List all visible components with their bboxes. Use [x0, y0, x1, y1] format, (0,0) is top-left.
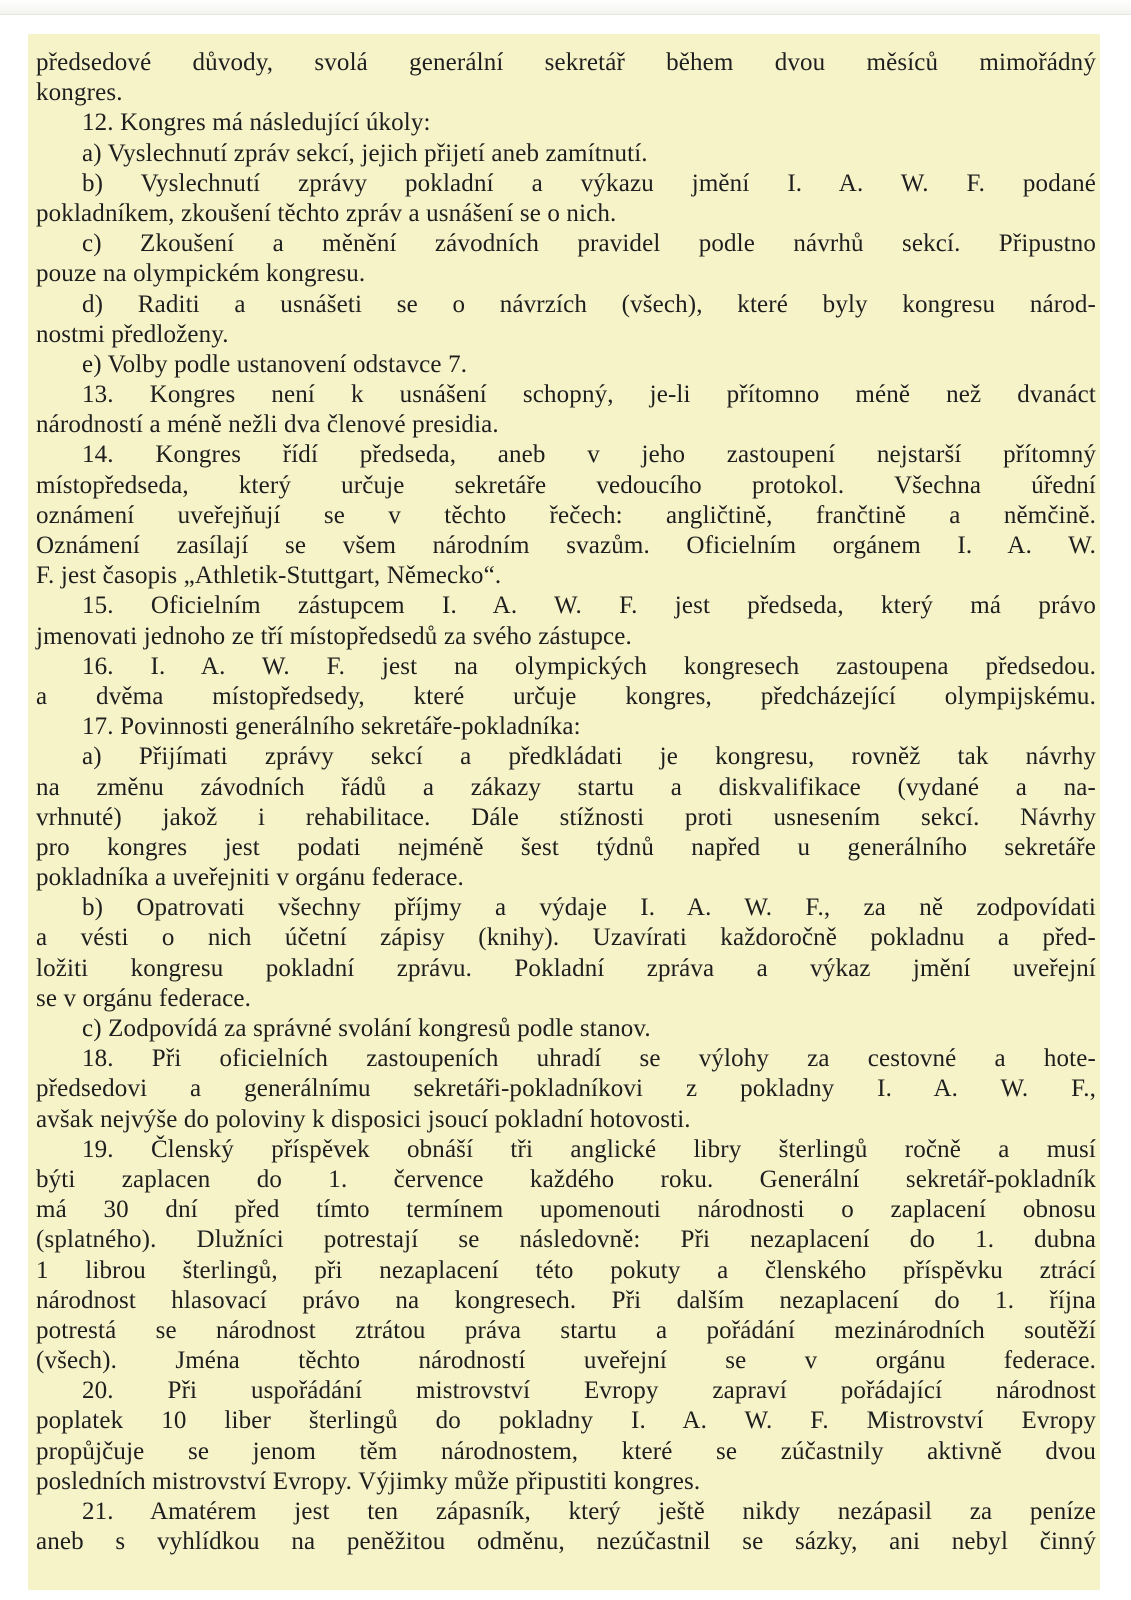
- section-heading-12: 12. Kongres má následující úkoly:: [82, 109, 431, 137]
- text-line: posledních mistrovství Evropy. Výjimky může připustiti kongres.: [36, 1467, 701, 1495]
- text-line: nostmi předloženy.: [36, 320, 229, 348]
- text-line: a vésti o nich účetní zápisy (knihy). Uzavírati každoročně pokladnu a před-: [36, 924, 1096, 952]
- section-17: 17. Povinnosti generálního sekretáře-pokladníka:: [82, 713, 581, 741]
- text-line: předsedové důvody, svolá generální sekretář během dvou měsíců mimořádný: [36, 49, 1096, 76]
- text-line: místopředseda, který určuje sekretáře vedoucího protokol. Všechna úřední: [36, 471, 1096, 499]
- section-19: 19. Členský příspěvek obnáší tři anglické libry šterlingů ročně a musí: [82, 1135, 1096, 1163]
- text-line: a) Přijímati zprávy sekcí a předkládati je kongresu, rovněž tak návrhy: [82, 743, 1096, 771]
- text-line: se v orgánu federace.: [36, 984, 252, 1012]
- text-line: b) Vyslechnutí zprávy pokladní a výkazu jmění I. A. W. F. podané: [82, 169, 1096, 197]
- section-14: 14. Kongres řídí předseda, aneb v jeho zastoupení nejstarší přítomný: [82, 441, 1096, 469]
- text-line: má 30 dní před tímto termínem upomenouti národnosti o zaplacení obnosu: [36, 1196, 1096, 1224]
- section-18: 18. Při oficielních zastoupeních uhradí se výlohy za cestovné a hote-: [82, 1045, 1096, 1073]
- text-line: potrestá se národnost ztrátou práva startu a pořádání mezinárodních soutěží: [36, 1316, 1096, 1344]
- text-line: Oznámení zasílají se všem národním svazům. Oficielním orgánem I. A. W.: [36, 532, 1096, 559]
- text-line: národnost hlasovací právo na kongresech. Při dalším nezaplacení do 1. října: [36, 1286, 1096, 1314]
- text-line: jmenovati jednoho ze tří místopředsedů za svého zástupce.: [36, 622, 632, 650]
- text-line: předsedovi a generálnímu sekretáři-pokladníkovi z pokladny I. A. W. F.,: [36, 1075, 1096, 1103]
- text-line: aneb s vyhlídkou na peněžitou odměnu, nezúčastnil se sázky, ani nebyl činný: [36, 1528, 1096, 1556]
- scan-top-edge: [0, 0, 1131, 15]
- body-text: [36, 48, 1096, 1557]
- text-line: F. jest časopis „Athletik-Stuttgart, Německo“.: [36, 562, 502, 590]
- text-line: propůjčuje se jenom těm národnostem, které se zúčastnily aktivně dvou: [36, 1437, 1096, 1465]
- text-line: (všech). Jména těchto národností uveřejní se v orgánu federace.: [36, 1347, 1096, 1375]
- text-line: pokladníkem, zkoušení těchto zpráv a usnášení se o nich.: [36, 199, 617, 227]
- text-line: poplatek 10 liber šterlingů do pokladny I. A. W. F. Mistrovství Evropy: [36, 1407, 1096, 1435]
- text-line: kongres.: [36, 79, 123, 107]
- section-13: 13. Kongres není k usnášení schopný, je-li přítomno méně než dvanáct: [82, 381, 1096, 409]
- text-line: c) Zodpovídá za správné svolání kongresů podle stanov.: [82, 1015, 651, 1042]
- text-line: pro kongres jest podati nejméně šest týdnů napřed u generálního sekretáře: [36, 833, 1096, 861]
- text-line: d) Raditi a usnášeti se o návrzích (všech), které byly kongresu národ-: [82, 290, 1096, 318]
- text-line: pouze na olympickém kongresu.: [36, 260, 366, 288]
- section-15: 15. Oficielním zástupcem I. A. W. F. jest předseda, který má právo: [82, 592, 1096, 620]
- text-line: b) Opatrovati všechny příjmy a výdaje I. A. W. F., za ně zodpovídati: [82, 894, 1096, 922]
- text-line: a) Vyslechnutí zpráv sekcí, jejich přijetí aneb zamítnutí.: [82, 139, 648, 167]
- text-line: na změnu závodních řádů a zákazy startu a diskvalifikace (vydané a na-: [36, 773, 1096, 801]
- text-line: a dvěma místopředsedy, které určuje kongres, předcházející olympijskému.: [36, 682, 1096, 710]
- text-line: býti zaplacen do 1. července každého roku. Generální sekretář-pokladník: [36, 1165, 1096, 1193]
- text-line: (splatného). Dlužníci potrestají se následovně: Při nezaplacení do 1. dubna: [36, 1226, 1096, 1254]
- text-line: pokladníka a uveřejniti v orgánu federace.: [36, 864, 464, 892]
- text-line: avšak nejvýše do poloviny k disposici jsoucí pokladní hotovosti.: [36, 1105, 691, 1133]
- section-16: 16. I. A. W. F. jest na olympických kongresech zastoupena předsedou.: [82, 652, 1096, 680]
- scanned-page: [28, 34, 1100, 1590]
- text-line: 1 librou šterlingů, při nezaplacení této pokuty a členského příspěvku ztrácí: [36, 1256, 1096, 1284]
- text-line: vrhnuté) jakož i rehabilitace. Dále stížnosti proti usnesením sekcí. Návrhy: [36, 803, 1096, 831]
- section-20: 20. Při uspořádání mistrovství Evropy zapraví pořádající národnost: [82, 1377, 1096, 1405]
- text-line: c) Zkoušení a měnění závodních pravidel podle návrhů sekcí. Připustno: [82, 230, 1096, 258]
- text-line: ložiti kongresu pokladní zprávu. Pokladní zpráva a výkaz jmění uveřejní: [36, 954, 1096, 982]
- section-21: 21. Amatérem jest ten zápasník, který ještě nikdy nezápasil za peníze: [82, 1498, 1096, 1525]
- text-line: e) Volby podle ustanovení odstavce 7.: [82, 350, 468, 378]
- text-line: národností a méně nežli dva členové presidia.: [36, 411, 499, 439]
- text-line: oznámení uveřejňují se v těchto řečech: angličtině, frančtině a němčině.: [36, 501, 1096, 529]
